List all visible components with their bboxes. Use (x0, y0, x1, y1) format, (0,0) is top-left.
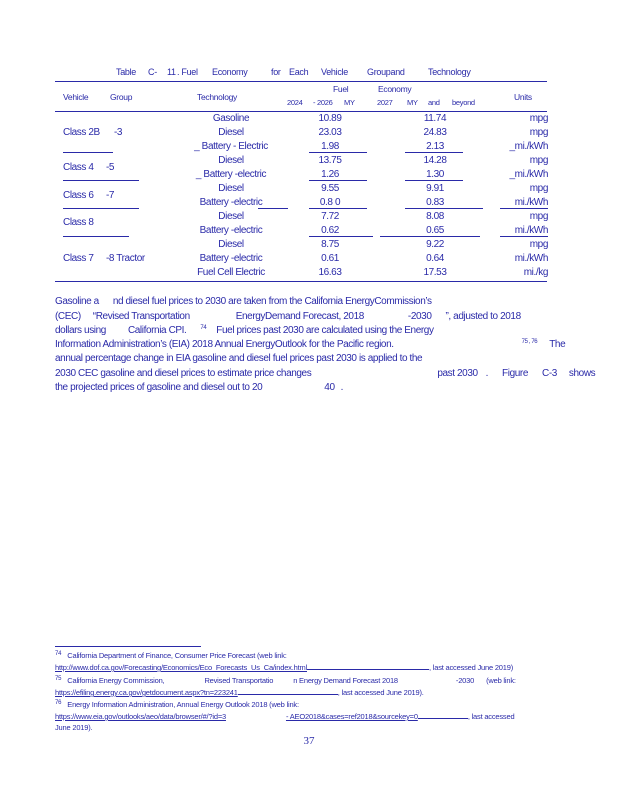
footnote-link[interactable]: https://efiling.energy.ca.gov/getdocument.aspx?tn=223241 (55, 688, 238, 697)
tech-cell: Diesel (218, 239, 244, 250)
group-rule (63, 180, 139, 181)
paragraph-line (55, 296, 432, 307)
value-2027-beyond: 2.13 (426, 141, 444, 152)
cell-rule (309, 236, 373, 237)
paragraph-line (55, 382, 343, 393)
caption-word: for (271, 67, 281, 77)
tech-cell: Gasoline (212, 113, 250, 124)
footnote-text: , last accessed (467, 712, 515, 721)
para-text: -2030 (407, 311, 432, 322)
caption-word: C- (148, 67, 157, 77)
caption-word: Groupand (367, 67, 405, 77)
value-2027-beyond: 14.28 (423, 155, 447, 166)
value-2027-beyond: 9.22 (426, 239, 444, 250)
footnote-number: 74 (55, 651, 62, 657)
group-class: Class 2B (63, 127, 100, 138)
unit-cell: mpg (529, 155, 548, 166)
value-2027-beyond: 11.74 (423, 113, 447, 124)
para-text: Figure (502, 368, 528, 379)
cell-rule (258, 208, 288, 209)
header-2024: 2024 (287, 98, 303, 107)
tech-cell: _ Battery -electric (195, 169, 267, 180)
unit-cell: mi./kWh (514, 253, 548, 264)
tech-cell: _ Battery - Electric (194, 141, 268, 152)
header-2026: - 2026 (313, 98, 333, 107)
tech-cell: Diesel (218, 211, 244, 222)
footnote-line (55, 700, 299, 709)
para-text: Fuel prices past 2030 are calculated using the Energy (216, 325, 434, 336)
value-2024-2026: 7.72 (321, 211, 339, 222)
caption-word: Vehicle (321, 67, 348, 77)
value-2024-2026: 0.61 (321, 253, 339, 264)
unit-cell: _mi./kWh (509, 141, 548, 152)
unit-cell: mi./kWh (514, 197, 548, 208)
caption-word: 11 (167, 67, 176, 77)
unit-cell: mpg (529, 211, 548, 222)
footnote-text: (web link: (486, 676, 516, 685)
group-class: Class 7 (63, 253, 94, 264)
cell-rule (309, 180, 367, 181)
footnote-text: n Energy Demand Forecast 2018 (293, 676, 398, 685)
unit-cell: _mi./kWh (509, 169, 548, 180)
group-number: -7 (106, 190, 115, 201)
caption-word: Technology (428, 67, 471, 77)
table-top-rule (55, 81, 547, 82)
unit-cell: mi./kg (523, 267, 548, 278)
value-2024-2026: 0.8 0 (319, 197, 341, 208)
header-and: and (428, 98, 440, 107)
para-text: 2030 CEC gasoline and diesel prices to estimate price changes (55, 368, 312, 379)
cell-rule (405, 180, 463, 181)
table-header-rule (55, 111, 547, 112)
footnote-text: -2030 (455, 676, 475, 685)
footnote-text: Revised Transportatio (204, 676, 274, 685)
value-2027-beyond: 24.83 (423, 127, 447, 138)
unit-cell: mpg (529, 239, 548, 250)
footnote-link[interactable]: http://www.dof.ca.gov/Forecasting/Economics/Eco_Forecasts_Us_Ca/index.html (55, 663, 307, 672)
cell-rule (500, 236, 548, 237)
tech-cell: Battery -electric (199, 197, 263, 208)
header-fuel: Fuel (333, 84, 349, 94)
paragraph-line: annual percentage change in EIA gasoline and diesel fuel prices past 2030 is applied to the (55, 353, 423, 364)
footnote-text: , last accessed June 2019) (429, 663, 514, 672)
caption-word: Table (116, 67, 137, 77)
para-text: shows (568, 368, 596, 379)
value-2024-2026: 0.62 (321, 225, 339, 236)
tech-cell: Battery -electric (199, 225, 263, 236)
para-text: EnergyDemand Forecast, 2018 (235, 311, 364, 322)
cell-rule (405, 208, 483, 209)
cell-rule (405, 152, 463, 153)
value-2027-beyond: 0.64 (426, 253, 444, 264)
header-vehicle: Vehicle (63, 92, 89, 102)
group-rule (63, 236, 129, 237)
group-rule (63, 152, 113, 153)
page-number: 37 (303, 735, 315, 747)
cell-rule (500, 208, 548, 209)
tech-cell: Fuel Cell Electric (197, 267, 265, 278)
value-2024-2026: 8.75 (321, 239, 339, 250)
footnote-ref: 75 , 76 (521, 339, 538, 345)
caption-word: . Fuel (177, 67, 198, 77)
para-text: C-3 (542, 368, 557, 379)
footnote-link[interactable]: https://www.eia.gov/outlooks/aeo/data/browser/#/?id=3 (55, 712, 226, 721)
para-text: 40 (324, 382, 335, 393)
para-text: the projected prices of gasoline and diesel out to 20 (55, 382, 263, 393)
group-number: -5 (106, 162, 115, 173)
footnote-line (55, 663, 513, 672)
footnote-number: 76 (55, 700, 62, 706)
footnote-link[interactable]: - AEO2018&cases=ref2018&sourcekey=0 (285, 712, 418, 721)
group-class: Class 6 (63, 190, 94, 201)
cell-rule (309, 152, 367, 153)
unit-cell: mpg (529, 183, 548, 194)
para-text: . (485, 368, 489, 379)
para-text: (CEC) (55, 311, 81, 322)
header-group: Group (110, 92, 133, 102)
table-bottom-rule (55, 281, 547, 282)
para-text: . (340, 382, 344, 393)
footnote-number: 75 (55, 676, 62, 682)
footnote-line (55, 651, 287, 660)
para-text: Gasoline a (55, 296, 99, 307)
footnote-line: June 2019). (55, 723, 93, 732)
footnote-line (55, 676, 516, 685)
header-my1: MY (344, 98, 355, 107)
group-number: -8 Tractor (106, 253, 145, 264)
footnote-text: California Energy Commission, (67, 676, 165, 685)
group-class: Class 4 (63, 162, 94, 173)
caption-word: Economy (212, 67, 248, 77)
group-class: Class 8 (63, 217, 94, 228)
footnote-text: Energy Information Administration, Annual Energy Outlook 2018 (web link: (67, 700, 299, 709)
cell-rule (309, 208, 367, 209)
header-technology: Technology (197, 92, 238, 102)
para-text: Information Administration’s (EIA) 2018 Annual EnergyOutlook for the Pacific region. (55, 339, 394, 350)
value-2024-2026: 23.03 (318, 127, 342, 138)
caption-word: Each (289, 67, 309, 77)
unit-cell: mpg (529, 113, 548, 124)
para-text: California CPI. (127, 325, 187, 336)
footnote-separator (55, 646, 201, 647)
unit-cell: mi./kWh (514, 225, 548, 236)
value-2024-2026: 10.89 (318, 113, 342, 124)
tech-cell: Battery -electric (199, 253, 263, 264)
group-number: -3 (114, 127, 123, 138)
tech-cell: Diesel (218, 155, 244, 166)
para-text: past 2030 (437, 368, 478, 379)
unit-cell: mpg (529, 127, 548, 138)
value-2027-beyond: 1.30 (426, 169, 444, 180)
paragraph-line (55, 339, 565, 350)
footnote-line (55, 712, 514, 721)
para-text: dollars using (55, 325, 106, 336)
footnote-ref: 74 (200, 325, 207, 331)
value-2024-2026: 13.75 (318, 155, 342, 166)
para-text: “Revised Transportation (92, 311, 190, 322)
paragraph-line (55, 325, 434, 336)
paragraph-line (55, 368, 595, 379)
value-2027-beyond: 9.91 (426, 183, 444, 194)
header-my2: MY (407, 98, 418, 107)
para-text: nd diesel fuel prices to 2030 are taken from the California EnergyCommission’s (112, 296, 432, 307)
value-2024-2026: 16.63 (318, 267, 342, 278)
footnote-text: , last accessed June 2019). (337, 688, 424, 697)
value-2024-2026: 9.55 (321, 183, 339, 194)
paragraph-line (55, 311, 521, 322)
tech-cell: Diesel (218, 183, 244, 194)
value-2027-beyond: 8.08 (426, 211, 444, 222)
value-2024-2026: 1.98 (321, 141, 339, 152)
footnote-text: California Department of Finance, Consumer Price Forecast (web link: (67, 651, 287, 660)
header-beyond: beyond (452, 98, 475, 107)
para-text: The (549, 339, 566, 350)
group-rule (63, 208, 139, 209)
tech-cell: Diesel (218, 127, 244, 138)
header-units: Units (514, 92, 532, 102)
value-2027-beyond: 17.53 (423, 267, 447, 278)
header-economy: Economy (378, 84, 412, 94)
value-2024-2026: 1.26 (321, 169, 339, 180)
para-text: ”, adjusted to 2018 (445, 311, 521, 322)
value-2027-beyond: 0.65 (426, 225, 444, 236)
header-2027: 2027 (377, 98, 393, 107)
footnote-line (55, 688, 424, 697)
cell-rule (380, 236, 480, 237)
value-2027-beyond: 0.83 (426, 197, 444, 208)
